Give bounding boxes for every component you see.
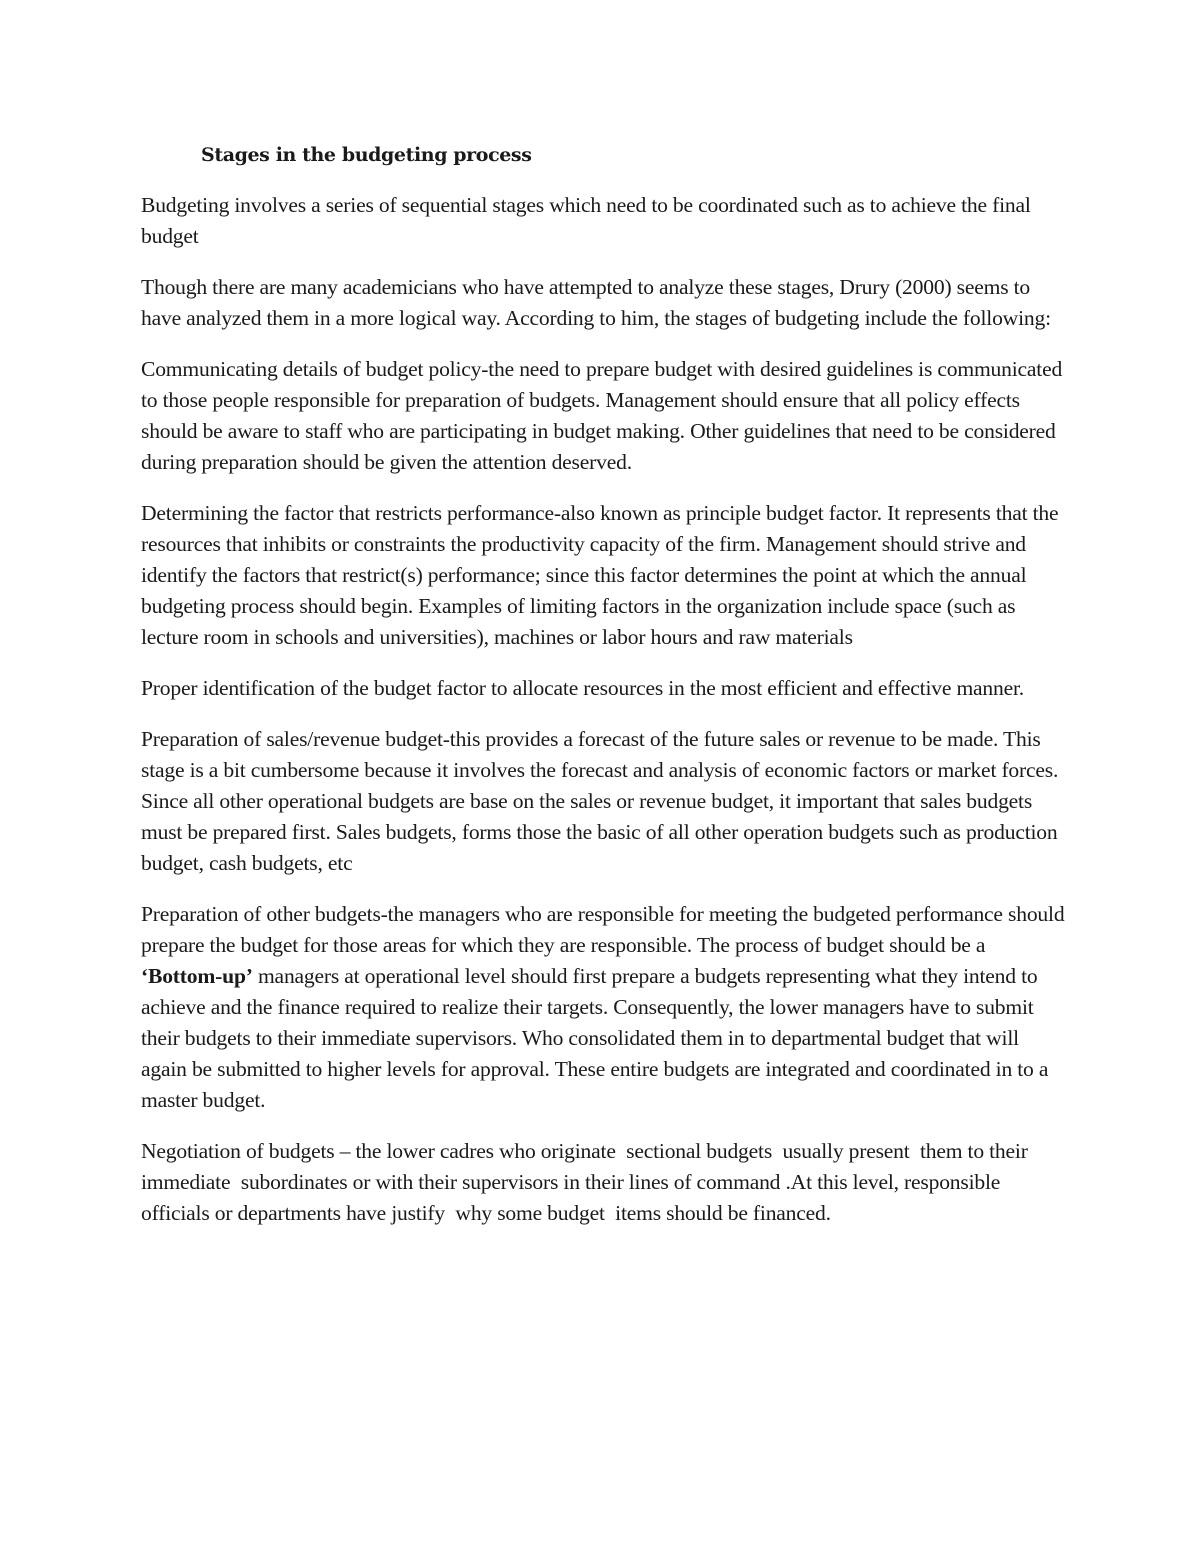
paragraph-limiting-factor: Determining the factor that restricts performance-also known as principle budget factor. It represents that the resources that inhibits or constraints the productivity capacity of the firm. Management should strive and identify the factors that restrict(s) performance; since this factor determines the point at which the annual budgeting process should begin. Examples of limiting factors in the organization include space (such as lecture room in schools and universities), machines or labor hours and raw materials [141, 501, 1059, 649]
document-body [141, 140, 1066, 1249]
other-budgets-text-after: managers at operational level should first prepare a budgets representing what they intend to achieve and the finance required to realize their targets. Consequently, the lower managers have to submit their budgets to their immediate supervisors. Who consolidated them in to departmental budget that will again be submitted to higher levels for approval. These entire budgets are integrated and coordinated in to a master budget. [141, 964, 1049, 1112]
paragraph-intro: Budgeting involves a series of sequential stages which need to be coordinated such as to achieve the final budget [141, 193, 1031, 248]
section-heading: Stages in the budgeting process [201, 144, 532, 166]
paragraph-drury: Though there are many academicians who have attempted to analyze these stages, Drury (2000) seems to have analyzed them in a more logical way. According to him, the stages of budgeting include the following: [141, 275, 1051, 330]
paragraph-identification: Proper identification of the budget factor to allocate resources in the most efficient and effective manner. [141, 676, 1024, 700]
bottom-up-emphasis: ‘Bottom-up’ [141, 964, 253, 988]
paragraph-other-budgets [141, 899, 1066, 1116]
paragraph-sales-budget: Preparation of sales/revenue budget-this provides a forecast of the future sales or revenue to be made. This stage is a bit cumbersome because it involves the forecast and analysis of economic factors or market forces. Since all other operational budgets are base on the sales or revenue budget, it important that sales budgets must be prepared first. Sales budgets, forms those the basic of all other operation budgets such as production budget, cash budgets, etc [141, 727, 1059, 875]
paragraph-negotiation: Negotiation of budgets – the lower cadres who originate sectional budgets usually present them to their immediate subordinates or with their supervisors in their lines of command .At this level, responsible officials or departments have justify why some budget items should be financed. [141, 1139, 1033, 1225]
other-budgets-text-before: Preparation of other budgets-the managers who are responsible for meeting the budgeted performance should prepare the budget for those areas for which they are responsible. The process of budget should be a [141, 902, 1065, 957]
paragraph-communicating: Communicating details of budget policy-the need to prepare budget with desired guidelines is communicated to those people responsible for preparation of budgets. Management should ensure that all policy effects should be aware to staff who are participating in budget making. Other guidelines that need to be considered during preparation should be given the attention deserved. [141, 357, 1063, 474]
